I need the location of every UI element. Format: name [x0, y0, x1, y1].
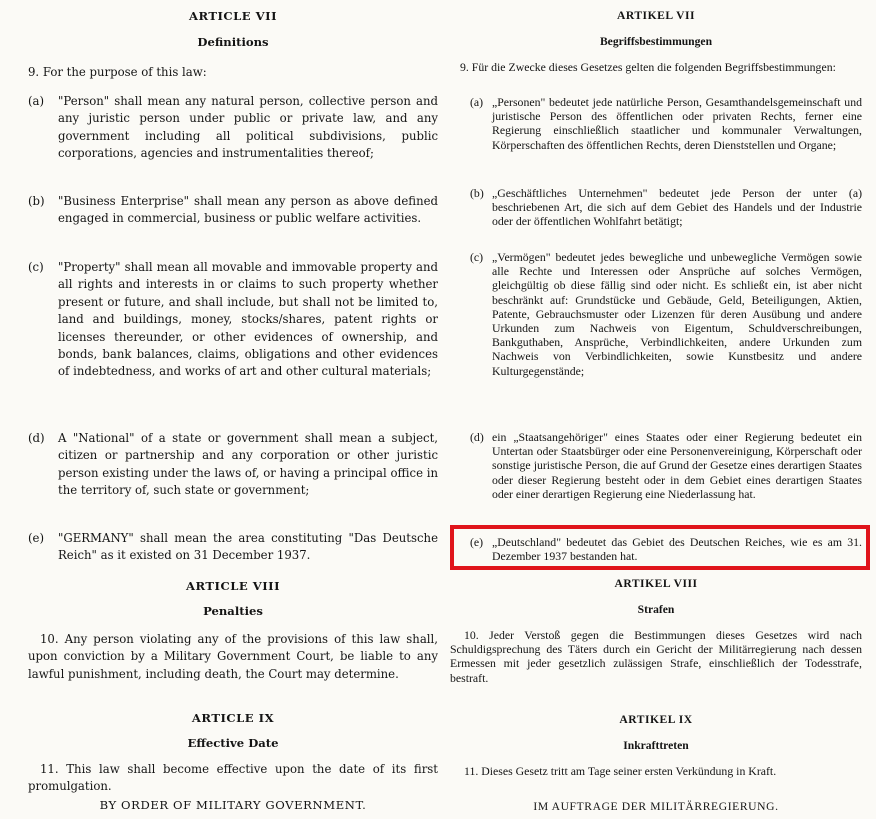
item-text: A "National" of a state or government shall mean a subject, citizen or partnership and any corporation or other juristic person existing under the laws of, or having a principal office in the territory of, such state or government; [58, 431, 438, 498]
begriff-d [470, 430, 862, 501]
article-9-title: Effective Date [187, 736, 279, 750]
begriff-c [470, 250, 862, 378]
item-label: (d) [470, 430, 484, 444]
article-8-title: Penalties [203, 604, 263, 618]
definition-b [28, 193, 438, 228]
item-label: (b) [28, 194, 45, 208]
item-label: (c) [28, 260, 44, 274]
article-7-heading: ARTICLE VII [188, 9, 278, 23]
begriff-a [470, 95, 862, 152]
artikel-7-heading: ARTIKEL VII [616, 9, 695, 22]
highlight-box [450, 525, 870, 570]
item-text: "Property" shall mean all movable and immovable property and all rights and interests in or claims to such property whether present or future, and shall include, but shall not be limited to, land and buildings, money, stocks/shares, patent rights or licenses thereunder, or other evidences of ownership, and bonds, bank balances, claims, obligations and other evidences of indebtedness, and works of art and other cultural materials; [58, 260, 438, 379]
definition-e [28, 530, 438, 565]
begriff-b [470, 186, 862, 229]
article-7-title: Definitions [197, 35, 269, 49]
item-label: (e) [28, 531, 45, 545]
artikel-7-intro: 9. Für die Zwecke dieses Gesetzes gelten die folgenden Begriffsbestimmungen: [460, 60, 836, 74]
item-label: (e) [470, 535, 484, 549]
item-text: „Geschäftliches Unternehmen" bedeutet jede Person der unter (a) beschriebenen Art, die sich auf dem Gebiet des Handels und der Industrie oder der öffentlichen Wohlfahrt betätigt; [492, 186, 862, 229]
item-label: (a) [28, 94, 45, 108]
item-text: "Business Enterprise" shall mean any person as above defined engaged in commercial, business or public welfare activities. [58, 194, 438, 226]
order-line: BY ORDER OF MILITARY GOVERNMENT. [99, 798, 367, 812]
artikel-7-title: Begriffsbestimmungen [599, 35, 713, 48]
item-label: (d) [28, 431, 45, 445]
definition-c [28, 259, 438, 381]
article-7-intro: 9. For the purpose of this law: [28, 65, 207, 79]
article-8-text: 10. Any person violating any of the provisions of this law shall, upon conviction by a Military Government Court, be liable to any lawful punishment, including death, the Court may determine. [28, 632, 438, 681]
artikel-9-text: 11. Dieses Gesetz tritt am Tage seiner ersten Verkündung in Kraft. [464, 764, 777, 778]
artikel-9-heading: ARTIKEL IX [619, 713, 693, 726]
artikel-8-heading: ARTIKEL VIII [614, 577, 698, 590]
item-label: (b) [470, 186, 484, 200]
definition-a [28, 93, 438, 163]
item-label: (a) [470, 95, 484, 109]
item-label: (c) [470, 250, 484, 264]
article-8-heading: ARTICLE VIII [186, 579, 280, 593]
definition-d [28, 430, 438, 500]
artikel-9-title: Inkrafttreten [623, 739, 689, 752]
artikel-8-title: Strafen [637, 603, 675, 616]
article-9-heading: ARTICLE IX [191, 711, 275, 725]
item-text: ein „Staatsangehöriger" eines Staates oder einer Regierung bedeutet ein Untertan oder Staatsbürger oder eine Personenvereinigung, Körperschaft oder sonstige juristische Person, die auf Grund der Gesetze eines derartigen Staates oder dieser Regierung besteht oder in dem Gebiet eines derartigen Staates oder einer derartigen Regierung eine Niederlassung hat. [492, 430, 862, 501]
item-text: „Personen" bedeutet jede natürliche Person, Gesamthandelsgemeinschaft und juristische Person des öffentlichen oder privaten Rechts, ferner eine Regierung einschließlich staatlicher und kommunaler Verwaltungen, Körperschaften des öffentlichen Rechts, deren Dienststellen und Organe; [492, 95, 862, 152]
item-text: "GERMANY" shall mean the area constituting "Das Deutsche Reich" as it existed on 31 December 1937. [58, 531, 438, 563]
item-text: „Deutschland" bedeutet das Gebiet des Deutschen Reiches, wie es am 31. Dezember 1937 bestanden hat. [492, 535, 862, 564]
item-text: "Person" shall mean any natural person, collective person and any juristic person under public or private law, and any government including all political subdivisions, public corporations, agencies and instrumentalities thereof; [58, 94, 438, 161]
order-line-german: IM AUFTRAGE DER MILITÄRREGIERUNG. [533, 800, 779, 813]
artikel-8-text: 10. Jeder Verstoß gegen die Bestimmungen dieses Gesetzes wird nach Schuldigsprechung des Täters durch ein Gericht der Militärregierung nach dessen Ermessen mit jeder gesetzlich zulässigen Strafe, einschließlich der Todesstrafe, bestraft. [450, 628, 862, 685]
item-text: „Vermögen" bedeutet jedes bewegliche und unbewegliche Vermögen sowie alle Rechte und Interessen oder Ansprüche auf solches Vermögen, gleichgültig ob diese fällig sind oder nicht. Es schließt ein, ist aber nicht beschränkt auf: Grundstücke und Gebäude, Geld, Beteiligungen, Aktien, Patente, Gebrauchsmuster oder Lizenzen für deren Ausübung und andere Urkunden zum Nachweis von Eigentum, Schuldverschreibungen, Bankguthaben, Ansprüche, Verbindlichkeiten, andere Urkunden zum Nachweis von Verbindlichkeiten, sowie Kunstbesitz und andere Kulturgegenstände; [492, 250, 862, 378]
article-9-text: 11. This law shall become effective upon the date of its first promulgation. [28, 762, 438, 794]
